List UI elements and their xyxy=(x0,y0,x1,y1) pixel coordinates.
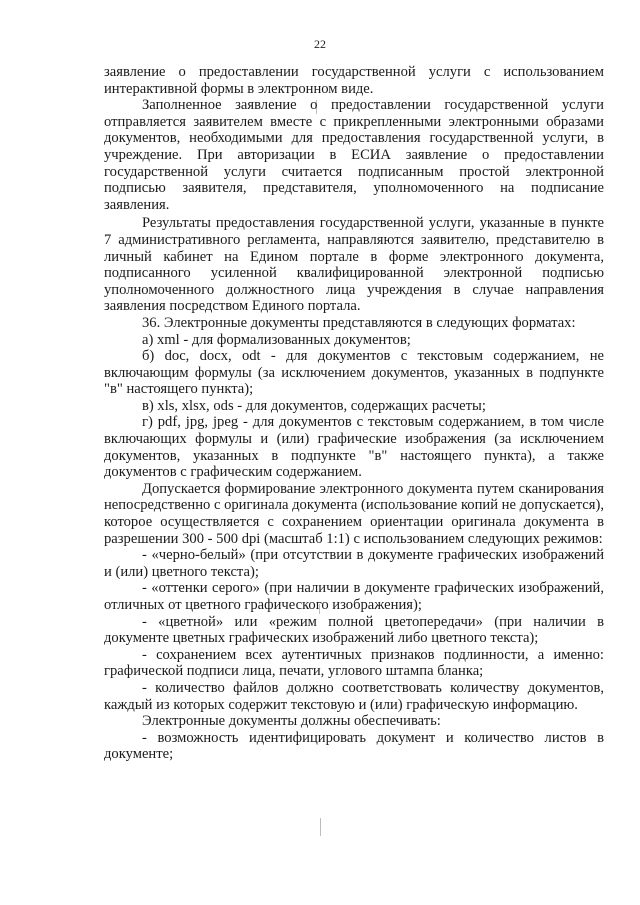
paragraph: заявление о предоставлении государственной услуги с использованием интерактивной формы в электронном виде. xyxy=(104,64,604,97)
list-item: в) xls, xlsx, ods - для документов, содержащих расчеты; xyxy=(142,397,486,414)
page-number: 22 xyxy=(314,37,326,51)
list-item: - «цветной» или «режим полной цветопередачи» (при наличии в документе цветных графических изображений либо цветного текста); xyxy=(104,613,604,647)
paragraph: Допускается формирование электронного документа путем сканирования непосредственно с оригинала документа (использование копий не допускается), которое осуществляется с сохранением ориентации оригинала документа в разрешении 300 - 500 dpi (масштаб 1:1) с использованием следующих режимов: xyxy=(104,480,604,547)
list-item: - сохранением всех аутентичных признаков подлинности, а именно: графической подписи лица, печати, углового штампа бланка; xyxy=(104,646,604,680)
paragraph: 36. Электронные документы представляются в следующих форматах: xyxy=(142,314,576,331)
list-item: - «оттенки серого» (при наличии в документе графических изображений, отличных от цветного графического изображения); xyxy=(104,580,604,613)
paragraph: Заполненное заявление о предоставлении государственной услуги отправляется заявителем вместе с прикрепленными электронными образами документов, необходимыми для предоставления государственной услуги, в учреждение. При авторизации в ЕСИА заявление о предоставлении государственной услуги считается подписанным простой электронной подписью заявителя, представителя, уполномоченного на подписание заявления. xyxy=(104,97,604,213)
list-item: а) xml - для формализованных документов; xyxy=(142,331,411,348)
paragraph: Результаты предоставления государственной услуги, указанные в пункте 7 административного регламента, направляются заявителю, представителю в личный кабинет на Едином портале в форме электронного документа, подписанного усиленной квалифицированной электронной подписью уполномоченного должностного лица учреждения в случае направления заявления посредством Единого портала. xyxy=(104,215,604,315)
paragraph: Электронные документы должны обеспечивать: xyxy=(142,713,441,730)
document-body xyxy=(104,64,604,763)
list-item: г) pdf, jpg, jpeg - для документов с текстовым содержанием, в том числе включающих формулы и (или) графические изображения (за исключением документов, указанных в подпункте "в" настоящего пункта), а также документов с графическим содержанием. xyxy=(104,414,604,481)
list-item: - возможность идентифицировать документ и количество листов в документе; xyxy=(104,729,604,763)
scan-artifact-mark xyxy=(320,818,321,836)
list-item: - «черно-белый» (при отсутствии в документе графических изображений и (или) цветного текста); xyxy=(104,547,604,580)
list-item: б) doc, docx, odt - для документов с текстовым содержанием, не включающим формулы (за исключением документов, указанных в подпункте "в" настоящего пункта); xyxy=(104,348,604,398)
list-item: - количество файлов должно соответствовать количеству документов, каждый из которых содержит текстовую и (или) графическую информацию. xyxy=(104,679,604,713)
